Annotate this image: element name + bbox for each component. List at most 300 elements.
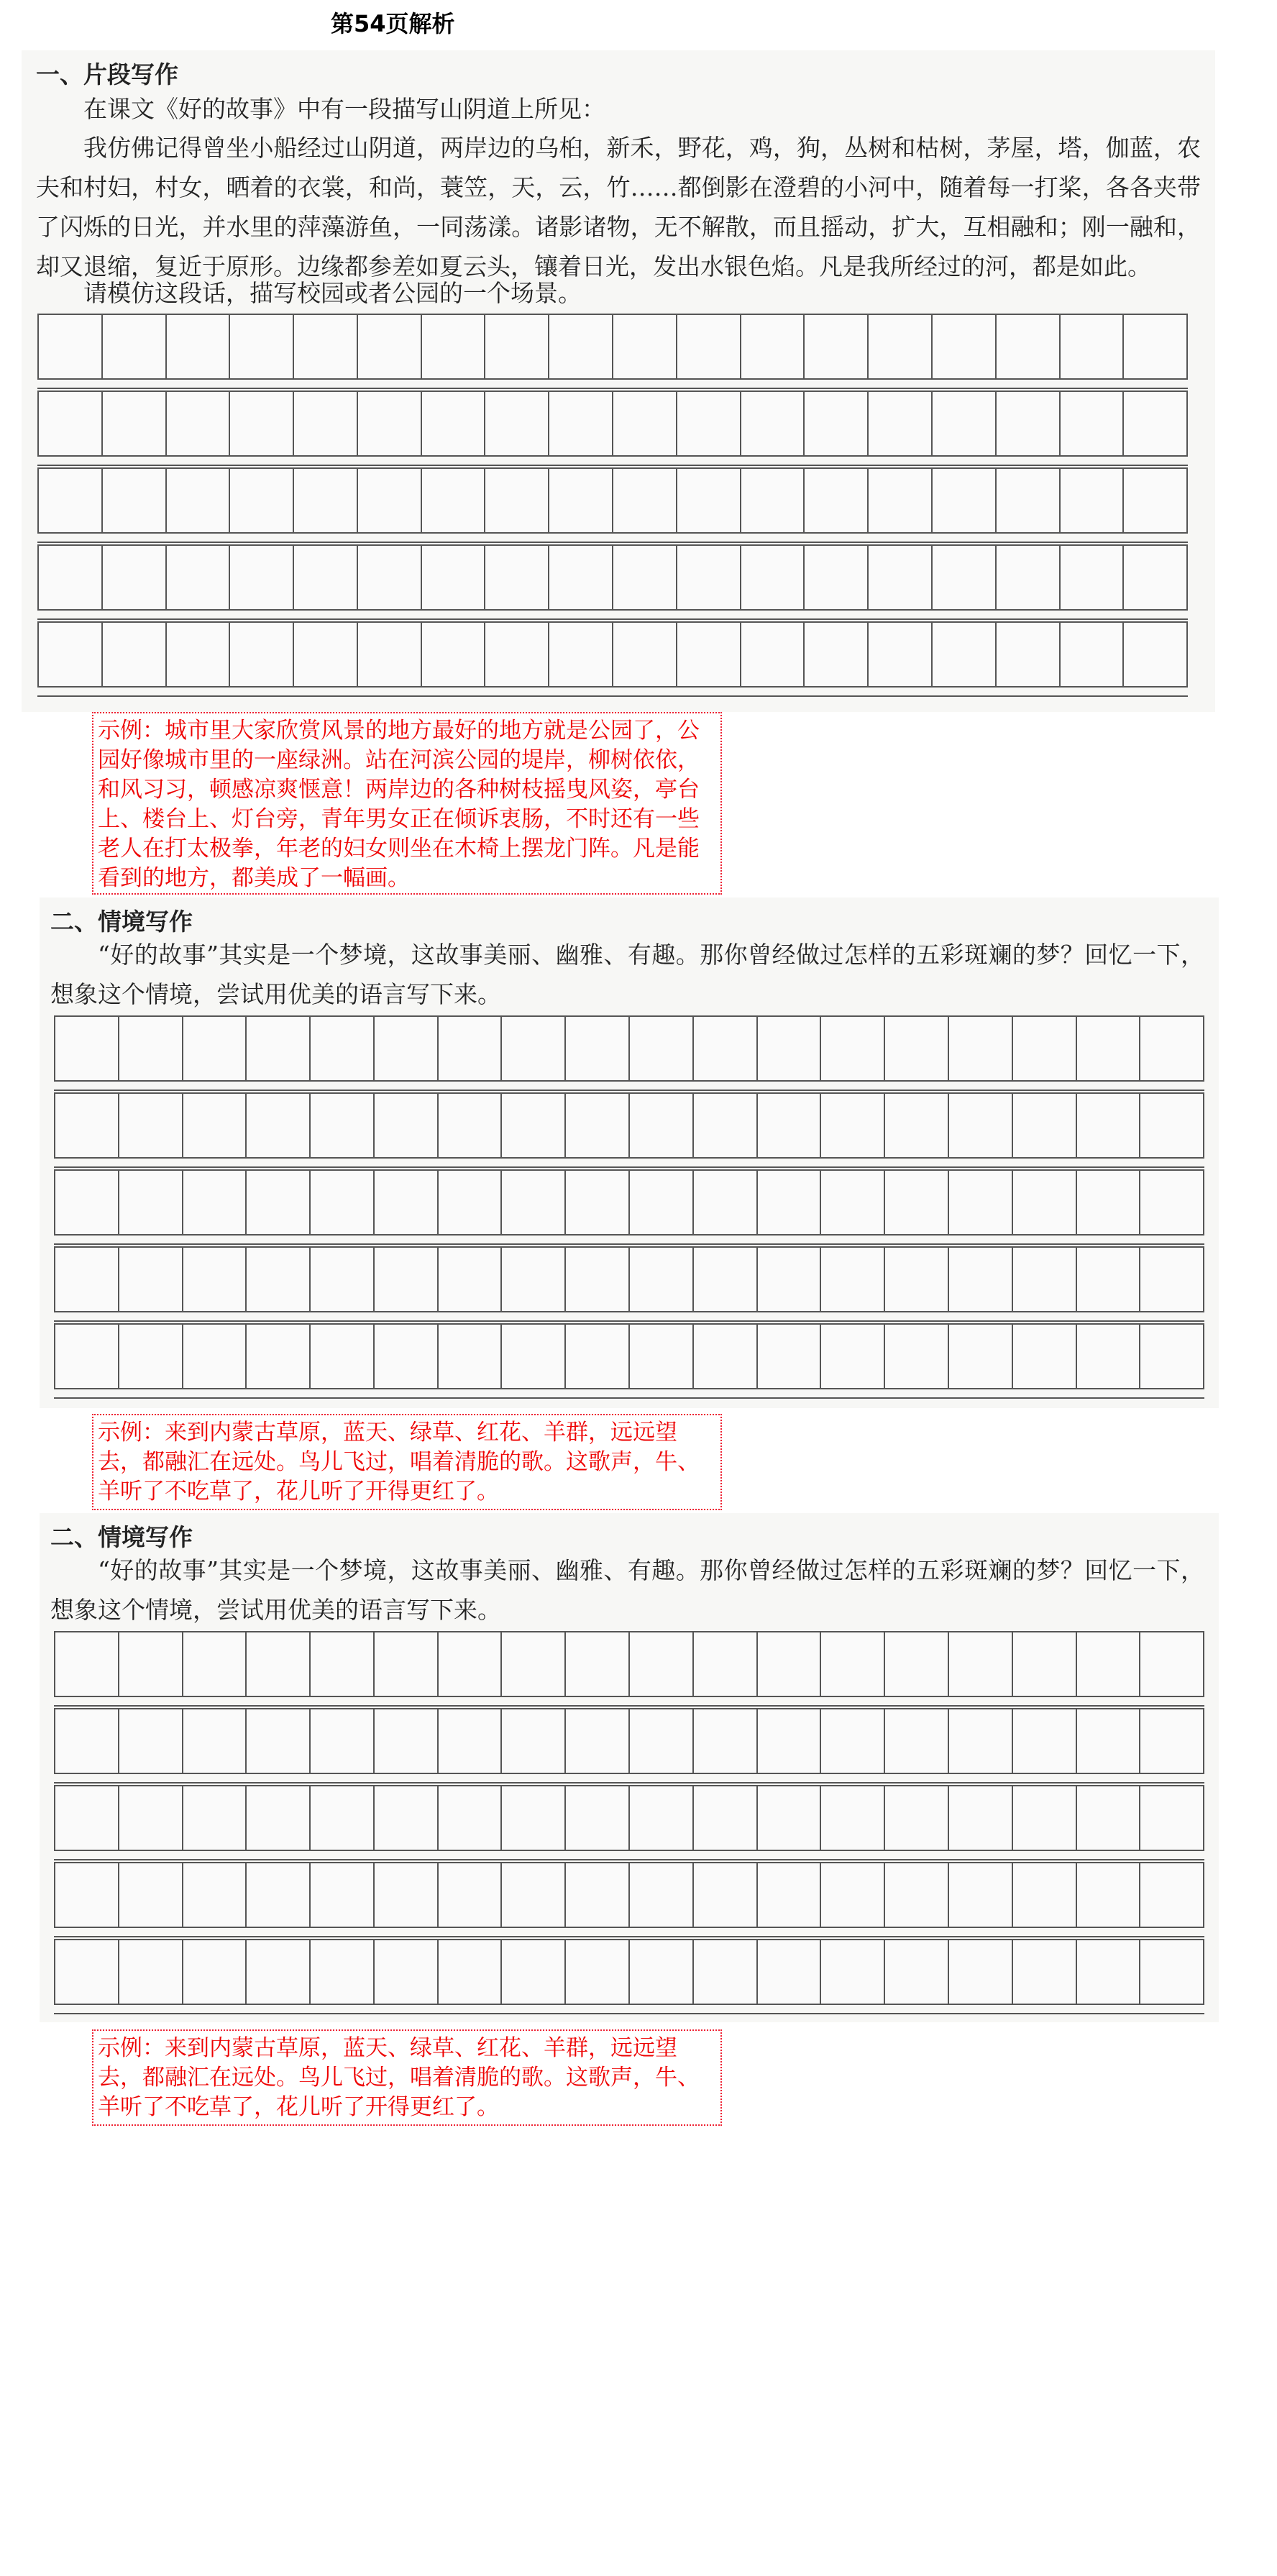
grid-cell[interactable] bbox=[949, 1171, 1013, 1234]
grid-row[interactable] bbox=[54, 1246, 1204, 1312]
grid-cell[interactable] bbox=[677, 546, 741, 609]
grid-cell[interactable] bbox=[485, 623, 549, 686]
grid-spacer-line bbox=[54, 1705, 1204, 1707]
grid-cell[interactable] bbox=[741, 623, 805, 686]
grid-cell[interactable] bbox=[1140, 1786, 1203, 1850]
grid-cell[interactable] bbox=[230, 546, 294, 609]
grid-spacer-line bbox=[54, 1320, 1204, 1322]
grid-cell[interactable] bbox=[566, 1017, 630, 1080]
grid-cell[interactable] bbox=[1077, 1786, 1141, 1850]
grid-cell[interactable] bbox=[439, 1017, 503, 1080]
grid-cell[interactable] bbox=[103, 623, 167, 686]
grid-row[interactable] bbox=[54, 1169, 1204, 1236]
grid-cell[interactable] bbox=[103, 546, 167, 609]
grid-cell[interactable] bbox=[311, 1017, 375, 1080]
grid-cell[interactable] bbox=[119, 1709, 183, 1773]
grid-cell[interactable] bbox=[741, 392, 805, 455]
grid-cell[interactable] bbox=[183, 1786, 247, 1850]
grid-cell[interactable] bbox=[183, 1863, 247, 1927]
grid-cell[interactable] bbox=[758, 1786, 822, 1850]
grid-cell[interactable] bbox=[630, 1094, 694, 1157]
grid-cell[interactable] bbox=[183, 1709, 247, 1773]
section-2-task: “好的故事”其实是一个梦境，这故事美丽、幽雅、有趣。那你曾经做过怎样的五彩斑斓的梦？回忆一下，想象这个情境，尝试用优美的语言写下来。 bbox=[50, 941, 1204, 1008]
grid-cell[interactable] bbox=[247, 1786, 311, 1850]
grid-cell[interactable] bbox=[1077, 1248, 1141, 1311]
grid-cell[interactable] bbox=[39, 469, 103, 532]
grid-cell[interactable] bbox=[821, 1248, 885, 1311]
grid-cell[interactable] bbox=[1013, 1863, 1077, 1927]
grid-cell[interactable] bbox=[103, 315, 167, 378]
grid-cell[interactable] bbox=[821, 1325, 885, 1388]
grid-cell[interactable] bbox=[885, 1632, 949, 1696]
grid-cell[interactable] bbox=[933, 315, 997, 378]
grid-cell[interactable] bbox=[1077, 1863, 1141, 1927]
grid-cell[interactable] bbox=[1124, 623, 1186, 686]
grid-cell[interactable] bbox=[885, 1094, 949, 1157]
grid-cell[interactable] bbox=[949, 1940, 1013, 2004]
grid-cell[interactable] bbox=[949, 1632, 1013, 1696]
grid-cell[interactable] bbox=[375, 1709, 439, 1773]
grid-cell[interactable] bbox=[694, 1248, 758, 1311]
grid-cell[interactable] bbox=[694, 1325, 758, 1388]
grid-cell[interactable] bbox=[502, 1094, 566, 1157]
grid-cell[interactable] bbox=[485, 546, 549, 609]
grid-row[interactable] bbox=[37, 621, 1188, 688]
grid-row[interactable] bbox=[37, 544, 1188, 611]
grid-cell[interactable] bbox=[311, 1171, 375, 1234]
grid-cell[interactable] bbox=[694, 1632, 758, 1696]
grid-cell[interactable] bbox=[230, 469, 294, 532]
grid-cell[interactable] bbox=[1077, 1940, 1141, 2004]
grid-cell[interactable] bbox=[183, 1248, 247, 1311]
grid-cell[interactable] bbox=[294, 623, 358, 686]
grid-cell[interactable] bbox=[422, 469, 486, 532]
grid-cell[interactable] bbox=[566, 1171, 630, 1234]
grid-cell[interactable] bbox=[694, 1094, 758, 1157]
grid-cell[interactable] bbox=[375, 1632, 439, 1696]
grid-cell[interactable] bbox=[55, 1248, 119, 1311]
section-1-intro: 在课文《好的故事》中有一段描写山阴道上所见： bbox=[83, 95, 605, 123]
grid-cell[interactable] bbox=[869, 623, 933, 686]
grid-cell[interactable] bbox=[502, 1171, 566, 1234]
grid-cell[interactable] bbox=[549, 315, 613, 378]
grid-row[interactable] bbox=[54, 1785, 1204, 1851]
grid-cell[interactable] bbox=[1013, 1709, 1077, 1773]
grid-cell[interactable] bbox=[741, 546, 805, 609]
grid-cell[interactable] bbox=[949, 1709, 1013, 1773]
grid-row[interactable] bbox=[37, 314, 1188, 380]
grid-cell[interactable] bbox=[1140, 1940, 1203, 2004]
grid-cell[interactable] bbox=[997, 469, 1061, 532]
grid-cell[interactable] bbox=[502, 1786, 566, 1850]
grid-cell[interactable] bbox=[39, 392, 103, 455]
grid-cell[interactable] bbox=[485, 392, 549, 455]
grid-cell[interactable] bbox=[949, 1017, 1013, 1080]
grid-cell[interactable] bbox=[549, 469, 613, 532]
grid-row[interactable] bbox=[54, 1015, 1204, 1082]
grid-cell[interactable] bbox=[119, 1325, 183, 1388]
grid-cell[interactable] bbox=[422, 315, 486, 378]
grid-cell[interactable] bbox=[39, 546, 103, 609]
grid-cell[interactable] bbox=[1061, 469, 1125, 532]
grid-cell[interactable] bbox=[566, 1863, 630, 1927]
grid-cell[interactable] bbox=[230, 315, 294, 378]
grid-cell[interactable] bbox=[55, 1094, 119, 1157]
grid-row[interactable] bbox=[37, 390, 1188, 457]
grid-cell[interactable] bbox=[1140, 1863, 1203, 1927]
grid-cell[interactable] bbox=[885, 1786, 949, 1850]
grid-cell[interactable] bbox=[311, 1325, 375, 1388]
grid-cell[interactable] bbox=[55, 1709, 119, 1773]
grid-cell[interactable] bbox=[630, 1940, 694, 2004]
grid-cell[interactable] bbox=[439, 1094, 503, 1157]
grid-cell[interactable] bbox=[358, 469, 422, 532]
grid-cell[interactable] bbox=[358, 315, 422, 378]
grid-cell[interactable] bbox=[55, 1940, 119, 2004]
grid-cell[interactable] bbox=[933, 392, 997, 455]
grid-cell[interactable] bbox=[566, 1094, 630, 1157]
grid-cell[interactable] bbox=[694, 1863, 758, 1927]
grid-cell[interactable] bbox=[311, 1863, 375, 1927]
page-title: 第54页解析 bbox=[331, 10, 455, 37]
grid-cell[interactable] bbox=[1140, 1248, 1203, 1311]
grid-cell[interactable] bbox=[1140, 1094, 1203, 1157]
grid-cell[interactable] bbox=[119, 1171, 183, 1234]
grid-cell[interactable] bbox=[1077, 1171, 1141, 1234]
grid-cell[interactable] bbox=[821, 1017, 885, 1080]
grid-cell[interactable] bbox=[1077, 1094, 1141, 1157]
grid-cell[interactable] bbox=[247, 1248, 311, 1311]
grid-cell[interactable] bbox=[949, 1248, 1013, 1311]
grid-cell[interactable] bbox=[694, 1786, 758, 1850]
grid-cell[interactable] bbox=[869, 392, 933, 455]
grid-cell[interactable] bbox=[933, 546, 997, 609]
grid-cell[interactable] bbox=[311, 1248, 375, 1311]
grid-cell[interactable] bbox=[55, 1171, 119, 1234]
grid-cell[interactable] bbox=[694, 1171, 758, 1234]
grid-cell[interactable] bbox=[311, 1632, 375, 1696]
grid-cell[interactable] bbox=[1013, 1248, 1077, 1311]
grid-cell[interactable] bbox=[502, 1325, 566, 1388]
grid-cell[interactable] bbox=[885, 1863, 949, 1927]
grid-cell[interactable] bbox=[103, 469, 167, 532]
grid-cell[interactable] bbox=[1013, 1171, 1077, 1234]
grid-cell[interactable] bbox=[566, 1940, 630, 2004]
grid-cell[interactable] bbox=[422, 623, 486, 686]
grid-cell[interactable] bbox=[375, 1248, 439, 1311]
grid-cell[interactable] bbox=[677, 469, 741, 532]
grid-cell[interactable] bbox=[375, 1094, 439, 1157]
grid-cell[interactable] bbox=[694, 1940, 758, 2004]
grid-cell[interactable] bbox=[885, 1325, 949, 1388]
grid-cell[interactable] bbox=[247, 1094, 311, 1157]
grid-spacer-line bbox=[37, 465, 1188, 466]
grid-cell[interactable] bbox=[247, 1017, 311, 1080]
grid-cell[interactable] bbox=[566, 1632, 630, 1696]
grid-cell[interactable] bbox=[183, 1940, 247, 2004]
grid-cell[interactable] bbox=[119, 1248, 183, 1311]
section-3-task: “好的故事”其实是一个梦境，这故事美丽、幽雅、有趣。那你曾经做过怎样的五彩斑斓的梦？回忆一下，想象这个情境，尝试用优美的语言写下来。 bbox=[50, 1556, 1204, 1624]
grid-cell[interactable] bbox=[613, 469, 677, 532]
grid-cell[interactable] bbox=[183, 1632, 247, 1696]
grid-cell[interactable] bbox=[375, 1017, 439, 1080]
grid-row[interactable] bbox=[54, 1708, 1204, 1774]
grid-cell[interactable] bbox=[758, 1863, 822, 1927]
grid-cell[interactable] bbox=[375, 1863, 439, 1927]
grid-row[interactable] bbox=[54, 1939, 1204, 2005]
grid-cell[interactable] bbox=[439, 1248, 503, 1311]
grid-cell[interactable] bbox=[885, 1940, 949, 2004]
section-1-answer: 示例：城市里大家欣赏风景的地方最好的地方就是公园了，公园好像城市里的一座绿洲。站在河滨公园的堤岸，柳树依依，和风习习，顿感凉爽惬意！两岸边的各种树枝摇曳风姿，亭台上、楼台上、灯台旁，青年男女正在倾诉衷肠，不时还有一些老人在打太极拳，年老的妇女则坐在木椅上摆龙门阵。凡是能看到的地方，都美成了一幅画。 bbox=[92, 712, 722, 895]
grid-cell[interactable] bbox=[247, 1632, 311, 1696]
grid-cell[interactable] bbox=[758, 1248, 822, 1311]
grid-cell[interactable] bbox=[247, 1863, 311, 1927]
grid-cell[interactable] bbox=[805, 392, 869, 455]
grid-cell[interactable] bbox=[485, 315, 549, 378]
grid-cell[interactable] bbox=[294, 392, 358, 455]
grid-cell[interactable] bbox=[1140, 1017, 1203, 1080]
grid-cell[interactable] bbox=[55, 1325, 119, 1388]
grid-cell[interactable] bbox=[439, 1171, 503, 1234]
grid-cell[interactable] bbox=[949, 1094, 1013, 1157]
grid-cell[interactable] bbox=[758, 1632, 822, 1696]
grid-cell[interactable] bbox=[294, 469, 358, 532]
grid-cell[interactable] bbox=[630, 1248, 694, 1311]
grid-cell[interactable] bbox=[997, 546, 1061, 609]
grid-cell[interactable] bbox=[677, 392, 741, 455]
grid-cell[interactable] bbox=[758, 1171, 822, 1234]
grid-cell[interactable] bbox=[439, 1863, 503, 1927]
grid-cell[interactable] bbox=[311, 1940, 375, 2004]
grid-cell[interactable] bbox=[311, 1709, 375, 1773]
grid-cell[interactable] bbox=[758, 1940, 822, 2004]
grid-spacer-line bbox=[37, 542, 1188, 543]
grid-cell[interactable] bbox=[167, 623, 231, 686]
grid-cell[interactable] bbox=[869, 546, 933, 609]
grid-cell[interactable] bbox=[119, 1940, 183, 2004]
grid-cell[interactable] bbox=[422, 392, 486, 455]
grid-cell[interactable] bbox=[311, 1094, 375, 1157]
grid-cell[interactable] bbox=[885, 1248, 949, 1311]
grid-cell[interactable] bbox=[1013, 1017, 1077, 1080]
grid-cell[interactable] bbox=[55, 1786, 119, 1850]
grid-cell[interactable] bbox=[630, 1017, 694, 1080]
grid-cell[interactable] bbox=[439, 1325, 503, 1388]
grid-cell[interactable] bbox=[167, 315, 231, 378]
grid-cell[interactable] bbox=[502, 1709, 566, 1773]
grid-cell[interactable] bbox=[630, 1171, 694, 1234]
grid-cell[interactable] bbox=[758, 1094, 822, 1157]
grid-cell[interactable] bbox=[933, 469, 997, 532]
grid-cell[interactable] bbox=[949, 1325, 1013, 1388]
grid-cell[interactable] bbox=[758, 1709, 822, 1773]
grid-cell[interactable] bbox=[55, 1632, 119, 1696]
grid-cell[interactable] bbox=[311, 1786, 375, 1850]
grid-cell[interactable] bbox=[694, 1017, 758, 1080]
grid-cell[interactable] bbox=[230, 623, 294, 686]
grid-cell[interactable] bbox=[422, 546, 486, 609]
grid-cell[interactable] bbox=[375, 1940, 439, 2004]
grid-cell[interactable] bbox=[805, 315, 869, 378]
grid-cell[interactable] bbox=[1061, 546, 1125, 609]
grid-spacer-line bbox=[54, 1859, 1204, 1860]
grid-cell[interactable] bbox=[869, 315, 933, 378]
grid-cell[interactable] bbox=[949, 1863, 1013, 1927]
grid-cell[interactable] bbox=[549, 623, 613, 686]
grid-cell[interactable] bbox=[183, 1017, 247, 1080]
grid-cell[interactable] bbox=[230, 392, 294, 455]
grid-row[interactable] bbox=[54, 1323, 1204, 1389]
grid-cell[interactable] bbox=[502, 1632, 566, 1696]
grid-row[interactable] bbox=[37, 467, 1188, 534]
section-1-task: 请模仿这段话，描写校园或者公园的一个场景。 bbox=[83, 279, 582, 307]
grid-cell[interactable] bbox=[1140, 1632, 1203, 1696]
grid-cell[interactable] bbox=[439, 1632, 503, 1696]
grid-cell[interactable] bbox=[39, 315, 103, 378]
grid-cell[interactable] bbox=[630, 1786, 694, 1850]
grid-cell[interactable] bbox=[1124, 546, 1186, 609]
grid-cell[interactable] bbox=[55, 1017, 119, 1080]
grid-cell[interactable] bbox=[1077, 1325, 1141, 1388]
grid-cell[interactable] bbox=[358, 623, 422, 686]
grid-cell[interactable] bbox=[375, 1786, 439, 1850]
grid-cell[interactable] bbox=[375, 1325, 439, 1388]
grid-cell[interactable] bbox=[439, 1786, 503, 1850]
grid-cell[interactable] bbox=[247, 1171, 311, 1234]
grid-cell[interactable] bbox=[741, 315, 805, 378]
grid-cell[interactable] bbox=[358, 392, 422, 455]
grid-cell[interactable] bbox=[566, 1248, 630, 1311]
grid-cell[interactable] bbox=[566, 1709, 630, 1773]
grid-cell[interactable] bbox=[1124, 315, 1186, 378]
grid-cell[interactable] bbox=[821, 1094, 885, 1157]
grid-cell[interactable] bbox=[1061, 623, 1125, 686]
grid-cell[interactable] bbox=[885, 1017, 949, 1080]
grid-cell[interactable] bbox=[694, 1709, 758, 1773]
grid-cell[interactable] bbox=[677, 623, 741, 686]
grid-cell[interactable] bbox=[119, 1094, 183, 1157]
grid-spacer-line bbox=[54, 1166, 1204, 1168]
grid-cell[interactable] bbox=[119, 1017, 183, 1080]
grid-spacer-line bbox=[54, 1936, 1204, 1937]
grid-cell[interactable] bbox=[821, 1709, 885, 1773]
grid-cell[interactable] bbox=[613, 623, 677, 686]
grid-cell[interactable] bbox=[247, 1940, 311, 2004]
grid-cell[interactable] bbox=[630, 1863, 694, 1927]
grid-cell[interactable] bbox=[1061, 392, 1125, 455]
grid-spacer-line bbox=[54, 2013, 1204, 2014]
grid-cell[interactable] bbox=[55, 1863, 119, 1927]
grid-cell[interactable] bbox=[997, 392, 1061, 455]
grid-cell[interactable] bbox=[1013, 1786, 1077, 1850]
grid-cell[interactable] bbox=[439, 1709, 503, 1773]
grid-cell[interactable] bbox=[502, 1017, 566, 1080]
grid-cell[interactable] bbox=[183, 1171, 247, 1234]
grid-cell[interactable] bbox=[805, 623, 869, 686]
grid-cell[interactable] bbox=[885, 1709, 949, 1773]
grid-cell[interactable] bbox=[1077, 1709, 1141, 1773]
grid-cell[interactable] bbox=[502, 1863, 566, 1927]
grid-cell[interactable] bbox=[119, 1786, 183, 1850]
grid-cell[interactable] bbox=[358, 546, 422, 609]
grid-cell[interactable] bbox=[1013, 1940, 1077, 2004]
grid-cell[interactable] bbox=[613, 546, 677, 609]
grid-cell[interactable] bbox=[1077, 1632, 1141, 1696]
grid-cell[interactable] bbox=[183, 1094, 247, 1157]
grid-cell[interactable] bbox=[502, 1248, 566, 1311]
grid-cell[interactable] bbox=[805, 469, 869, 532]
grid-cell[interactable] bbox=[439, 1940, 503, 2004]
grid-cell[interactable] bbox=[1077, 1017, 1141, 1080]
grid-cell[interactable] bbox=[103, 392, 167, 455]
grid-cell[interactable] bbox=[933, 623, 997, 686]
grid-cell[interactable] bbox=[1140, 1171, 1203, 1234]
grid-cell[interactable] bbox=[39, 623, 103, 686]
grid-cell[interactable] bbox=[758, 1325, 822, 1388]
grid-cell[interactable] bbox=[566, 1786, 630, 1850]
grid-row[interactable] bbox=[54, 1092, 1204, 1159]
grid-cell[interactable] bbox=[1013, 1094, 1077, 1157]
grid-cell[interactable] bbox=[1140, 1325, 1203, 1388]
grid-cell[interactable] bbox=[741, 469, 805, 532]
grid-cell[interactable] bbox=[549, 546, 613, 609]
grid-cell[interactable] bbox=[613, 315, 677, 378]
grid-cell[interactable] bbox=[247, 1325, 311, 1388]
grid-cell[interactable] bbox=[997, 315, 1061, 378]
grid-cell[interactable] bbox=[119, 1632, 183, 1696]
grid-cell[interactable] bbox=[183, 1325, 247, 1388]
grid-cell[interactable] bbox=[167, 469, 231, 532]
grid-cell[interactable] bbox=[613, 392, 677, 455]
grid-cell[interactable] bbox=[549, 392, 613, 455]
grid-cell[interactable] bbox=[630, 1632, 694, 1696]
grid-row[interactable] bbox=[54, 1862, 1204, 1928]
grid-cell[interactable] bbox=[821, 1632, 885, 1696]
section-3-heading: 二、情境写作 bbox=[50, 1523, 193, 1551]
grid-cell[interactable] bbox=[821, 1786, 885, 1850]
grid-cell[interactable] bbox=[1140, 1709, 1203, 1773]
grid-cell[interactable] bbox=[247, 1709, 311, 1773]
grid-row[interactable] bbox=[54, 1631, 1204, 1697]
grid-cell[interactable] bbox=[375, 1171, 439, 1234]
grid-cell[interactable] bbox=[119, 1863, 183, 1927]
grid-cell[interactable] bbox=[294, 315, 358, 378]
grid-cell[interactable] bbox=[630, 1325, 694, 1388]
grid-cell[interactable] bbox=[630, 1709, 694, 1773]
grid-cell[interactable] bbox=[821, 1940, 885, 2004]
grid-cell[interactable] bbox=[821, 1863, 885, 1927]
grid-cell[interactable] bbox=[677, 315, 741, 378]
grid-cell[interactable] bbox=[167, 546, 231, 609]
grid-cell[interactable] bbox=[1013, 1325, 1077, 1388]
grid-cell[interactable] bbox=[805, 546, 869, 609]
grid-cell[interactable] bbox=[167, 392, 231, 455]
grid-cell[interactable] bbox=[1124, 469, 1186, 532]
grid-cell[interactable] bbox=[485, 469, 549, 532]
grid-cell[interactable] bbox=[885, 1171, 949, 1234]
grid-cell[interactable] bbox=[758, 1017, 822, 1080]
grid-cell[interactable] bbox=[294, 546, 358, 609]
grid-cell[interactable] bbox=[566, 1325, 630, 1388]
grid-cell[interactable] bbox=[1124, 392, 1186, 455]
grid-cell[interactable] bbox=[997, 623, 1061, 686]
grid-cell[interactable] bbox=[821, 1171, 885, 1234]
grid-cell[interactable] bbox=[869, 469, 933, 532]
grid-cell[interactable] bbox=[1013, 1632, 1077, 1696]
grid-cell[interactable] bbox=[949, 1786, 1013, 1850]
grid-cell[interactable] bbox=[1061, 315, 1125, 378]
grid-cell[interactable] bbox=[502, 1940, 566, 2004]
